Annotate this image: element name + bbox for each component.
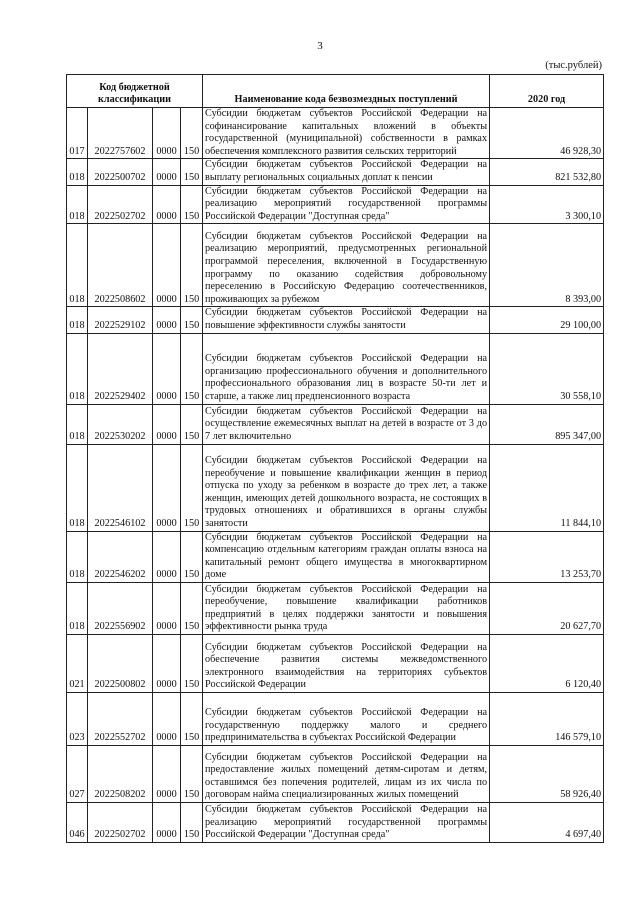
amount-cell: 895 347,00 <box>490 404 604 444</box>
description-cell: Субсидии бюджетам субъектов Российской Федерации на государственную поддержку малого и среднего предпринимательства в субъектах Российской Федерации <box>203 692 490 745</box>
budget-code-cell: 2022529402 <box>88 333 153 404</box>
budget-code-cell: 2022552702 <box>88 692 153 745</box>
amount-cell: 11 844,10 <box>490 444 604 531</box>
header-year: 2020 год <box>490 75 604 108</box>
type-code-cell: 150 <box>181 224 203 307</box>
table-row <box>67 333 604 404</box>
amount-cell: 4 697,40 <box>490 802 604 842</box>
amount-cell: 146 579,10 <box>490 692 604 745</box>
subprogram-code-cell: 0000 <box>153 745 181 802</box>
type-code-cell: 150 <box>181 159 203 185</box>
amount-cell: 8 393,00 <box>490 224 604 307</box>
subprogram-code-cell: 0000 <box>153 333 181 404</box>
admin-code-cell: 018 <box>67 404 88 444</box>
subprogram-code-cell: 0000 <box>153 444 181 531</box>
subprogram-code-cell: 0000 <box>153 802 181 842</box>
admin-code-cell: 018 <box>67 224 88 307</box>
type-code-cell: 150 <box>181 745 203 802</box>
description-cell: Субсидии бюджетам субъектов Российской Федерации на выплату региональных социальных доплат к пенсии <box>203 159 490 185</box>
page-number: 3 <box>317 40 323 52</box>
table-row <box>67 404 604 444</box>
budget-code-cell: 2022500702 <box>88 159 153 185</box>
amount-cell: 13 253,70 <box>490 531 604 582</box>
budget-code-cell: 2022502702 <box>88 185 153 224</box>
admin-code-cell: 018 <box>67 185 88 224</box>
description-cell: Субсидии бюджетам субъектов Российской Федерации на повышение эффективности службы занятости <box>203 307 490 333</box>
table-row <box>67 802 604 842</box>
budget-code-cell: 2022546102 <box>88 444 153 531</box>
type-code-cell: 150 <box>181 404 203 444</box>
admin-code-cell: 023 <box>67 692 88 745</box>
description-cell: Субсидии бюджетам субъектов Российской Федерации на осуществление ежемесячных выплат на детей в возрасте от 3 до 7 лет включительно <box>203 404 490 444</box>
table-row <box>67 692 604 745</box>
admin-code-cell: 017 <box>67 108 88 159</box>
table-row <box>67 159 604 185</box>
type-code-cell: 150 <box>181 333 203 404</box>
subprogram-code-cell: 0000 <box>153 185 181 224</box>
description-cell: Субсидии бюджетам субъектов Российской Федерации на переобучение и повышение квалификации женщин в период отпуска по уходу за ребенком в возрасте до трех лет, а также женщин, имеющих детей дошкольного возраста, не состоящих в трудовых отношениях и обратившихся в органы службы занятости <box>203 444 490 531</box>
admin-code-cell: 027 <box>67 745 88 802</box>
table-row <box>67 108 604 159</box>
units-label: (тыс.рублей) <box>545 60 602 71</box>
subprogram-code-cell: 0000 <box>153 224 181 307</box>
admin-code-cell: 018 <box>67 531 88 582</box>
subprogram-code-cell: 0000 <box>153 692 181 745</box>
subprogram-code-cell: 0000 <box>153 634 181 692</box>
table-body <box>67 108 604 843</box>
type-code-cell: 150 <box>181 444 203 531</box>
table-row <box>67 745 604 802</box>
header-name: Наименование кода безвозмездных поступлений <box>203 75 490 108</box>
amount-cell: 6 120,40 <box>490 634 604 692</box>
description-cell: Субсидии бюджетам субъектов Российской Федерации на реализацию мероприятий, предусмотренных региональной программой переселения, включенной в Государственную программу по оказанию содействия добровольному переселению в Российскую Федерацию соотечественников, проживающих за рубежом <box>203 224 490 307</box>
amount-cell: 58 926,40 <box>490 745 604 802</box>
description-cell: Субсидии бюджетам субъектов Российской Федерации на переобучение, повышение квалификации работников предприятий в целях поддержки занятости и повышения эффективности рынка труда <box>203 582 490 634</box>
budget-table <box>66 74 604 843</box>
type-code-cell: 150 <box>181 307 203 333</box>
admin-code-cell: 018 <box>67 159 88 185</box>
admin-code-cell: 046 <box>67 802 88 842</box>
table-row <box>67 531 604 582</box>
amount-cell: 821 532,80 <box>490 159 604 185</box>
type-code-cell: 150 <box>181 802 203 842</box>
budget-code-cell: 2022502702 <box>88 802 153 842</box>
subprogram-code-cell: 0000 <box>153 531 181 582</box>
type-code-cell: 150 <box>181 692 203 745</box>
subprogram-code-cell: 0000 <box>153 404 181 444</box>
table-row <box>67 444 604 531</box>
budget-code-cell: 2022546202 <box>88 531 153 582</box>
amount-cell: 46 928,30 <box>490 108 604 159</box>
table-row <box>67 582 604 634</box>
description-cell: Субсидии бюджетам субъектов Российской Федерации на реализацию мероприятий государственной программы Российской Федерации "Доступная среда" <box>203 802 490 842</box>
table-row <box>67 307 604 333</box>
budget-code-cell: 2022500802 <box>88 634 153 692</box>
type-code-cell: 150 <box>181 185 203 224</box>
description-cell: Субсидии бюджетам субъектов Российской Федерации на софинансирование капитальных вложений в объекты государственной (муниципальной) собственности в рамках обеспечения комплексного развития сельских территорий <box>203 108 490 159</box>
budget-code-cell: 2022529102 <box>88 307 153 333</box>
description-cell: Субсидии бюджетам субъектов Российской Федерации на компенсацию отдельным категориям граждан оплаты взноса на капитальный ремонт общего имущества в многоквартирном доме <box>203 531 490 582</box>
budget-code-cell: 2022556902 <box>88 582 153 634</box>
amount-cell: 29 100,00 <box>490 307 604 333</box>
subprogram-code-cell: 0000 <box>153 159 181 185</box>
budget-code-cell: 2022508202 <box>88 745 153 802</box>
header-code: Код бюджетной классификации <box>67 75 203 108</box>
type-code-cell: 150 <box>181 634 203 692</box>
amount-cell: 20 627,70 <box>490 582 604 634</box>
admin-code-cell: 021 <box>67 634 88 692</box>
table-row <box>67 185 604 224</box>
budget-code-cell: 2022508602 <box>88 224 153 307</box>
table-header-row <box>67 75 604 108</box>
subprogram-code-cell: 0000 <box>153 307 181 333</box>
type-code-cell: 150 <box>181 582 203 634</box>
subprogram-code-cell: 0000 <box>153 582 181 634</box>
subprogram-code-cell: 0000 <box>153 108 181 159</box>
description-cell: Субсидии бюджетам субъектов Российской Федерации на организацию профессионального обучения и дополнительного профессионального образования лиц в возрасте 50-ти лет и старше, а также лиц предпенсионного возраста <box>203 333 490 404</box>
type-code-cell: 150 <box>181 108 203 159</box>
admin-code-cell: 018 <box>67 582 88 634</box>
type-code-cell: 150 <box>181 531 203 582</box>
admin-code-cell: 018 <box>67 444 88 531</box>
admin-code-cell: 018 <box>67 307 88 333</box>
budget-code-cell: 2022530202 <box>88 404 153 444</box>
amount-cell: 30 558,10 <box>490 333 604 404</box>
description-cell: Субсидии бюджетам субъектов Российской Федерации на обеспечение развития системы межведомственного электронного взаимодействия на территориях субъектов Российской Федерации <box>203 634 490 692</box>
description-cell: Субсидии бюджетам субъектов Российской Федерации на реализацию мероприятий государственной программы Российской Федерации "Доступная среда" <box>203 185 490 224</box>
table-row <box>67 224 604 307</box>
admin-code-cell: 018 <box>67 333 88 404</box>
description-cell: Субсидии бюджетам субъектов Российской Федерации на предоставление жилых помещений детям-сиротам и детям, оставшимся без попечения родителей, лицам из их числа по договорам найма специализированных жилых помещений <box>203 745 490 802</box>
table-row <box>67 634 604 692</box>
amount-cell: 3 300,10 <box>490 185 604 224</box>
budget-code-cell: 2022757602 <box>88 108 153 159</box>
